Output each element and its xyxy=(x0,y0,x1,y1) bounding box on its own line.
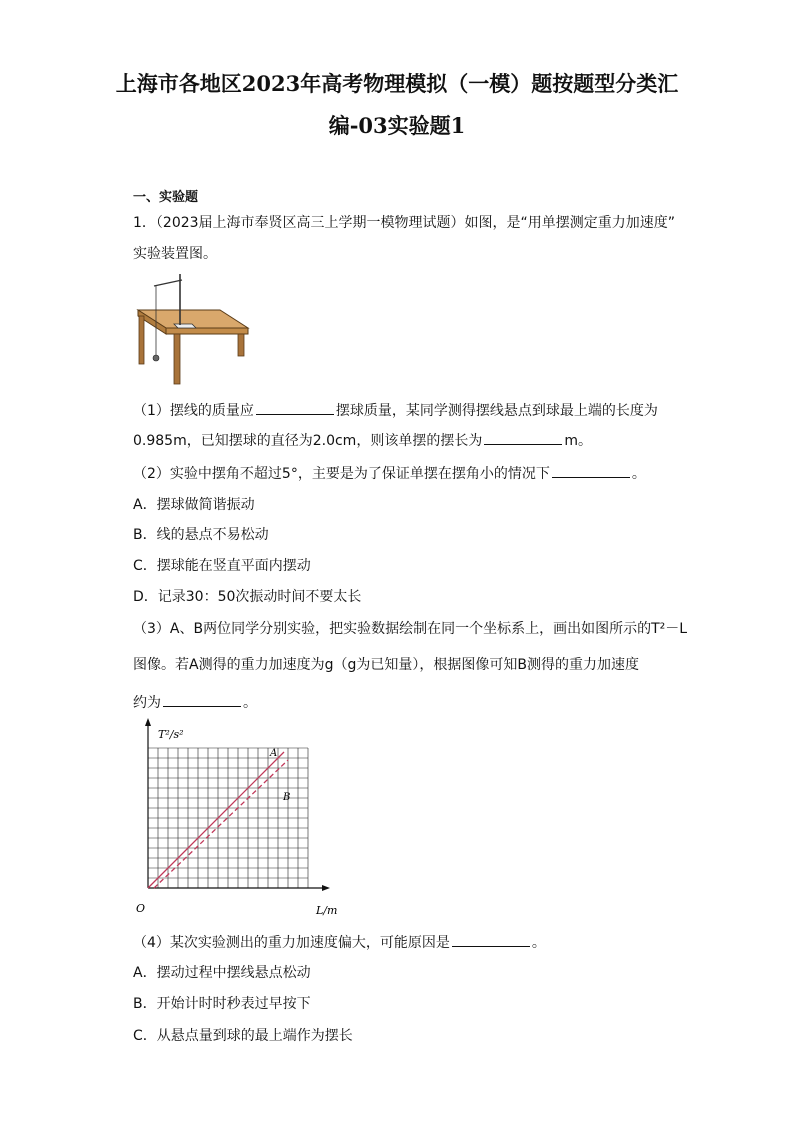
p2-line xyxy=(133,463,646,483)
p2-end: 。 xyxy=(631,466,646,482)
doc-title-line2: 编-03实验题1 xyxy=(328,113,466,138)
q1-intro-line2: 实验装置图。 xyxy=(133,246,217,262)
p1-text-c: 0.985m，已知摆球的直径为2.0cm，则该单摆的摆长为 xyxy=(133,433,483,449)
doc-title-line1: 上海市各地区2023年高考物理模拟（一模）题按题型分类汇 xyxy=(115,71,679,96)
pendulum-apparatus-image xyxy=(130,268,250,386)
p4-text: （4）某次实验测出的重力加速度偏大，可能原因是 xyxy=(133,935,450,951)
answer-blank-4[interactable] xyxy=(163,705,241,707)
p3-line1: （3）A、B两位同学分别实验，把实验数据绘制在同一个坐标系上，画出如图所示的T²－L xyxy=(133,621,688,637)
x-axis-arrow-icon xyxy=(322,885,330,891)
p4-end: 。 xyxy=(531,935,546,951)
q1-intro-line1: 1．（2023届上海市奉贤区高三上学期一模物理试题）如图，是“用单摆测定重力加速度” xyxy=(133,215,676,231)
p2-option-c: C．摆球能在竖直平面内摆动 xyxy=(133,558,311,574)
p4-option-c: C．从悬点量到球的最上端作为摆长 xyxy=(133,1028,353,1044)
graph-grid xyxy=(148,748,308,888)
p1-text-d: m。 xyxy=(564,433,592,449)
answer-blank-2[interactable] xyxy=(484,443,562,445)
p2-option-a: A．摆球做简谐振动 xyxy=(133,497,255,513)
p3-line3 xyxy=(133,692,257,712)
p4-option-b: B．开始计时时秒表过早按下 xyxy=(133,996,311,1012)
p3-end: 。 xyxy=(243,695,257,711)
y-axis-arrow-icon xyxy=(145,718,151,726)
origin-label: O xyxy=(136,902,146,915)
p3-text: 约为 xyxy=(133,695,161,711)
p2-option-b: B．线的悬点不易松动 xyxy=(133,527,269,543)
p2-option-d: D．记录30：50次振动时间不要太长 xyxy=(133,589,362,605)
p4-line xyxy=(133,932,546,952)
line-a-label: A xyxy=(270,748,278,759)
y-axis-label: T²/s² xyxy=(158,728,184,741)
line-a xyxy=(148,752,284,888)
p2-text: （2）实验中摆角不超过5°，主要是为了保证单摆在摆角小的情况下 xyxy=(133,466,550,482)
section-heading: 一、实验题 xyxy=(133,190,199,205)
answer-blank-5[interactable] xyxy=(452,945,530,947)
p1-text-b: 摆球质量，某同学测得摆线悬点到球最上端的长度为 xyxy=(335,403,658,419)
t2-l-graph xyxy=(128,718,358,928)
p1-text-a: （1）摆线的质量应 xyxy=(133,403,254,419)
line-b-label: B xyxy=(283,792,291,803)
answer-blank-3[interactable] xyxy=(552,476,630,478)
p3-line2: 图像。若A测得的重力加速度为g（g为已知量），根据图像可知B测得的重力加速度 xyxy=(133,657,639,673)
p1-line1 xyxy=(133,400,658,420)
answer-blank-1[interactable] xyxy=(256,413,334,415)
p1-line2 xyxy=(133,430,592,450)
p4-option-a: A．摆动过程中摆线悬点松动 xyxy=(133,965,311,981)
x-axis-label: L/m xyxy=(316,904,338,917)
